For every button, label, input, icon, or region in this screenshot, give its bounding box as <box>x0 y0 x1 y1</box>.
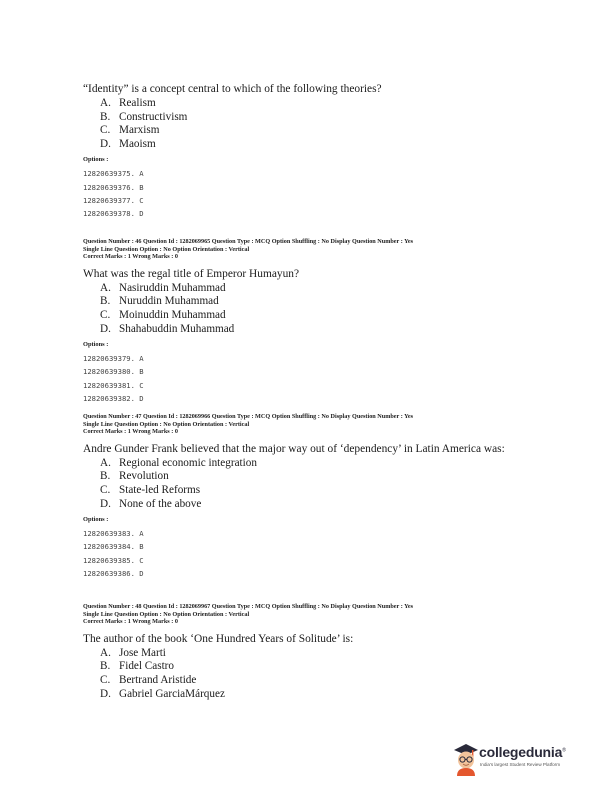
option-id: 12820639375. A <box>83 169 144 179</box>
option-id: 12820639383. A <box>83 529 144 539</box>
option-item: D. Shahabuddin Muhammad <box>100 322 235 335</box>
option-item: A. Regional economic integration <box>100 456 257 469</box>
option-id: 12820639384. B <box>83 542 144 552</box>
question-block <box>83 238 523 405</box>
option-item: B. Nuruddin Muhammad <box>100 295 219 308</box>
question-block <box>83 413 523 580</box>
question-stem: Andre Gunder Frank believed that the major way out of ‘dependency’ in Latin America was: <box>83 442 505 455</box>
option-id: 12820639380. B <box>83 367 144 377</box>
option-id: 12820639379. A <box>83 354 144 364</box>
option-item: B. Fidel Castro <box>100 660 175 673</box>
option-id: 12820639386. D <box>83 568 144 578</box>
option-item: D. None of the above <box>100 497 202 510</box>
options-label: Options : <box>83 516 109 524</box>
option-id: 12820639377. C <box>83 195 144 205</box>
option-id-list <box>83 352 523 405</box>
options-label: Options : <box>83 341 109 349</box>
option-item: B. Revolution <box>100 470 169 483</box>
option-item: C. Bertrand Aristide <box>100 673 197 686</box>
brand-name: collegedunia® <box>479 744 566 760</box>
option-item: A. Jose Marti <box>100 646 166 659</box>
option-id: 12820639381. C <box>83 380 144 390</box>
question-meta: Question Number : 46 Question Id : 1282069965 Question Type : MCQ Option Shuffling : No Display Question Number : Yes Single Line Question Option : No Option Orientation : Vertical Correct Marks : 1 Wrong Marks : 0 <box>83 238 414 261</box>
option-item: A. Nasiruddin Muhammad <box>100 281 226 294</box>
collegedunia-logo <box>452 742 572 778</box>
option-id-list <box>83 167 523 220</box>
question-meta: Question Number : 47 Question Id : 1282069966 Question Type : MCQ Option Shuffling : No Display Question Number : Yes Single Line Question Option : No Option Orientation : Vertical Correct Marks : 1 Wrong Marks : 0 <box>83 413 414 436</box>
question-stem: “Identity” is a concept central to which of the following theories? <box>83 83 382 95</box>
option-item: A. Realism <box>100 97 156 109</box>
option-item: B. Constructivism <box>100 110 188 123</box>
option-list <box>100 457 523 511</box>
option-list <box>100 97 523 151</box>
question-block <box>83 76 523 220</box>
question-block <box>83 603 523 701</box>
registered-mark: ® <box>562 747 566 754</box>
mascot-icon <box>452 742 480 776</box>
option-list <box>100 647 523 701</box>
option-item: C. State-led Reforms <box>100 483 201 496</box>
option-item: D. Maoism <box>100 137 156 150</box>
question-meta: Question Number : 48 Question Id : 1282069967 Question Type : MCQ Option Shuffling : No Display Question Number : Yes Single Line Question Option : No Option Orientation : Vertical Correct Marks : 1 Wrong Marks : 0 <box>83 603 414 626</box>
option-id-list <box>83 527 523 580</box>
option-item: C. Marxism <box>100 124 160 137</box>
option-id: 12820639385. C <box>83 555 144 565</box>
question-stem: The author of the book ‘One Hundred Years of Solitude’ is: <box>83 632 354 645</box>
option-id: 12820639378. D <box>83 208 144 218</box>
question-stem: What was the regal title of Emperor Humayun? <box>83 267 300 280</box>
option-list <box>100 282 523 336</box>
option-id: 12820639376. B <box>83 182 144 192</box>
options-label: Options : <box>83 156 109 164</box>
brand-tagline: India's largest Student Review Platform <box>480 762 561 767</box>
option-id: 12820639382. D <box>83 393 144 403</box>
option-item: C. Moinuddin Muhammad <box>100 308 226 321</box>
option-item: D. Gabriel GarciaMárquez <box>100 687 225 700</box>
